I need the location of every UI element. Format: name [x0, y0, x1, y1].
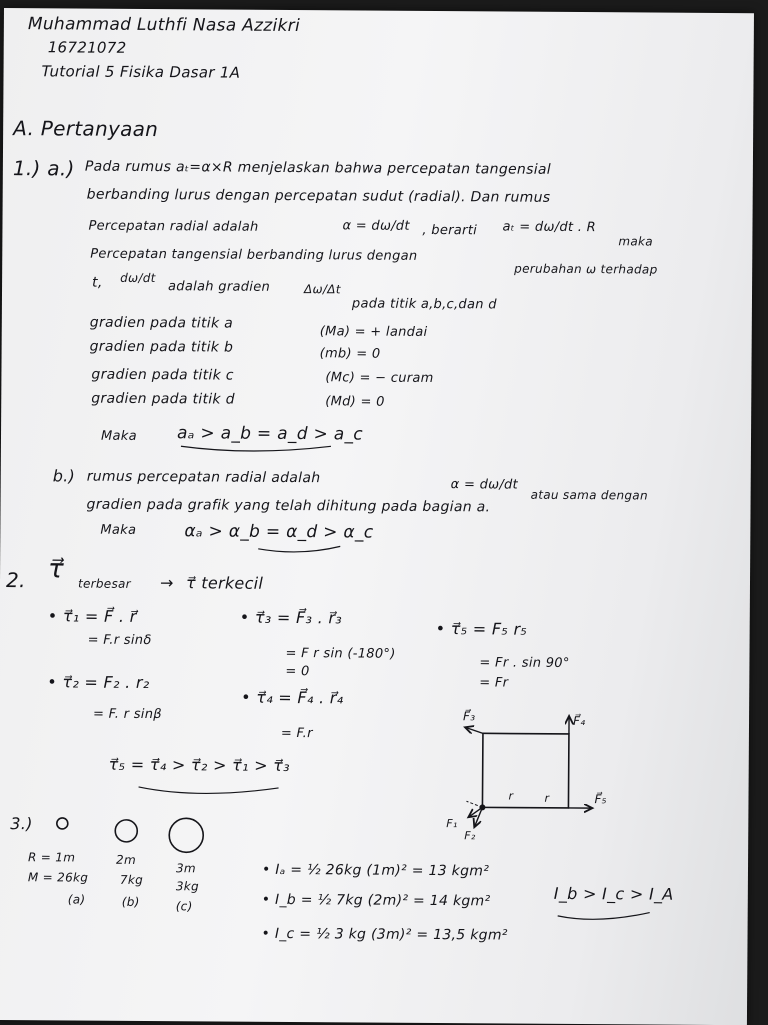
q1-line-3d: aₜ = dω/dt . R — [502, 219, 596, 235]
q1-line-5c: adalah gradien — [168, 279, 270, 295]
disk-b — [115, 820, 137, 842]
gradient-a-label: gradien pada titik a — [90, 315, 233, 332]
torque-2-eq: • τ⃗₂ = F₂ . r₂ — [47, 672, 149, 692]
q1-line-2: berbanding lurus dengan percepatan sudut (radial). Dan rumus — [87, 187, 551, 206]
q1-line-5e: pada titik a,b,c,dan d — [352, 296, 497, 312]
q1b-line-1a: rumus percepatan radial adalah — [87, 469, 321, 487]
q1-number: 1.) a.) — [13, 156, 75, 180]
q2-underline — [139, 787, 279, 794]
gradient-b-label: gradien pada titik b — [90, 339, 234, 356]
q1-line-1: Pada rumus aₜ=α×R menjelaskan bahwa percepatan tangensial — [85, 159, 551, 178]
q3-tag-b: (b) — [122, 895, 140, 909]
torque-5-simplified: = Fr — [479, 675, 508, 690]
inertia-c: • I_c = ½ 3 kg (3m)² = 13,5 kgm² — [261, 926, 507, 944]
q1a-underline — [181, 445, 331, 451]
q1-line-3e: maka — [618, 234, 653, 248]
torque-5-eq: • τ⃗₅ = F₅ r₅ — [436, 619, 528, 639]
student-nim: 16721072 — [48, 38, 127, 57]
q1b-number: b.) — [53, 466, 76, 485]
assignment-title: Tutorial 5 Fisika Dasar 1A — [41, 62, 240, 81]
diagram-f3-label: F⃗₃ — [463, 709, 475, 723]
q3-underline — [558, 912, 650, 920]
disk-a — [57, 818, 68, 829]
q3-radius-c: 3m — [176, 861, 196, 875]
diagram-f5-label: F⃗₅ — [594, 792, 606, 806]
q1b-maka-label: Maka — [100, 523, 136, 538]
paper-sheet — [0, 8, 754, 1025]
q3-result: I_b > I_c > I_A — [554, 884, 674, 904]
gradient-a-value: (Ma) = + landai — [320, 324, 428, 340]
torque-4-eq: • τ⃗₄ = F⃗₄ . r⃗₄ — [241, 688, 343, 708]
gradient-c-value: (Mc) = − curam — [325, 370, 433, 386]
q3-tag-a: (a) — [68, 892, 86, 906]
inertia-b: • I_b = ½ 7kg (2m)² = 14 kgm² — [262, 892, 491, 910]
q1-line-5d: Δω/Δt — [304, 282, 341, 296]
q3-tag-c: (c) — [176, 899, 193, 913]
q1b-line-1b: α = dω/dt — [451, 477, 518, 492]
q2-order-a: terbesar — [78, 577, 131, 591]
torque-3-expansion: = F r sin (-180°) — [285, 646, 395, 662]
torque-3-eq: • τ⃗₃ = F⃗₃ . r⃗₃ — [240, 608, 342, 628]
q3-radius-b: 2m — [116, 853, 136, 867]
q3-mass-b: 7kg — [120, 873, 143, 887]
gradient-d-label: gradien pada titik d — [91, 391, 235, 408]
torque-1-expansion: = F.r sinδ — [88, 633, 152, 648]
q3-radius-a: R = 1m — [28, 850, 75, 864]
torque-4-expansion: = F.r — [281, 726, 313, 741]
q2-result: τ⃗₅ = τ⃗₄ > τ⃗₂ > τ⃗₁ > τ⃗₃ — [109, 755, 290, 775]
q1-line-3b: α = dω/dt — [342, 218, 409, 233]
q1a-result: aₐ > a_b = a_d > a_c — [177, 423, 363, 444]
torque-5-expansion: = Fr . sin 90° — [479, 655, 569, 671]
q2-order-b: τ⃗ terkecil — [186, 573, 263, 593]
torque-3-zero: = 0 — [285, 664, 309, 679]
q3-number: 3.) — [10, 814, 33, 833]
diagram-r2-label: r — [544, 792, 549, 805]
disk-c — [169, 818, 203, 852]
q1-line-4b: perubahan ω terhadap — [514, 262, 657, 277]
diagram-f4-label: F⃗₄ — [573, 714, 585, 728]
section-title: A. Pertanyaan — [13, 116, 158, 141]
q2-number: 2. — [6, 568, 26, 592]
inertia-a: • Iₐ = ½ 26kg (1m)² = 13 kgm² — [262, 862, 489, 880]
gradient-b-value: (mb) = 0 — [320, 346, 381, 361]
q1-line-3c: , berarti — [422, 223, 477, 238]
q1-line-5a: t, — [92, 275, 103, 291]
q2-tau: τ⃗ — [48, 554, 64, 584]
square-frame — [482, 733, 569, 808]
q1b-line-2: gradien pada grafik yang telah dihitung pada bagian a. — [86, 497, 490, 516]
force-3-arrow — [465, 727, 483, 733]
q1b-result: αₐ > α_b = α_d > α_c — [184, 521, 373, 542]
q1b-line-1c: atau sama dengan — [531, 488, 648, 503]
q2-order-arrow: → — [160, 573, 174, 592]
q1-line-4a: Percepatan tangensial berbanding lurus dengan — [90, 247, 417, 264]
torque-1-eq: • τ⃗₁ = F⃗ . r⃗ — [48, 606, 137, 626]
q1-line-3a: Percepatan radial adalah — [88, 219, 258, 235]
pivot-point — [479, 804, 485, 810]
q1-line-5b: dω/dt — [120, 271, 156, 285]
q3-mass-a: M = 26kg — [28, 870, 88, 884]
diagram-f2-label: F₂ — [464, 829, 475, 842]
torque-2-expansion: = F. r sinβ — [93, 707, 162, 722]
gradient-c-label: gradien pada titik c — [91, 367, 233, 384]
q1b-underline — [258, 546, 340, 552]
diagram-r1-label: r — [508, 790, 513, 803]
q1a-maka-label: Maka — [101, 429, 137, 444]
student-name: Muhammad Luthfi Nasa Azzikri — [28, 14, 300, 36]
diagram-f1-label: F₁ — [446, 817, 457, 830]
q3-mass-c: 3kg — [176, 879, 199, 893]
gradient-d-value: (Md) = 0 — [325, 394, 385, 409]
